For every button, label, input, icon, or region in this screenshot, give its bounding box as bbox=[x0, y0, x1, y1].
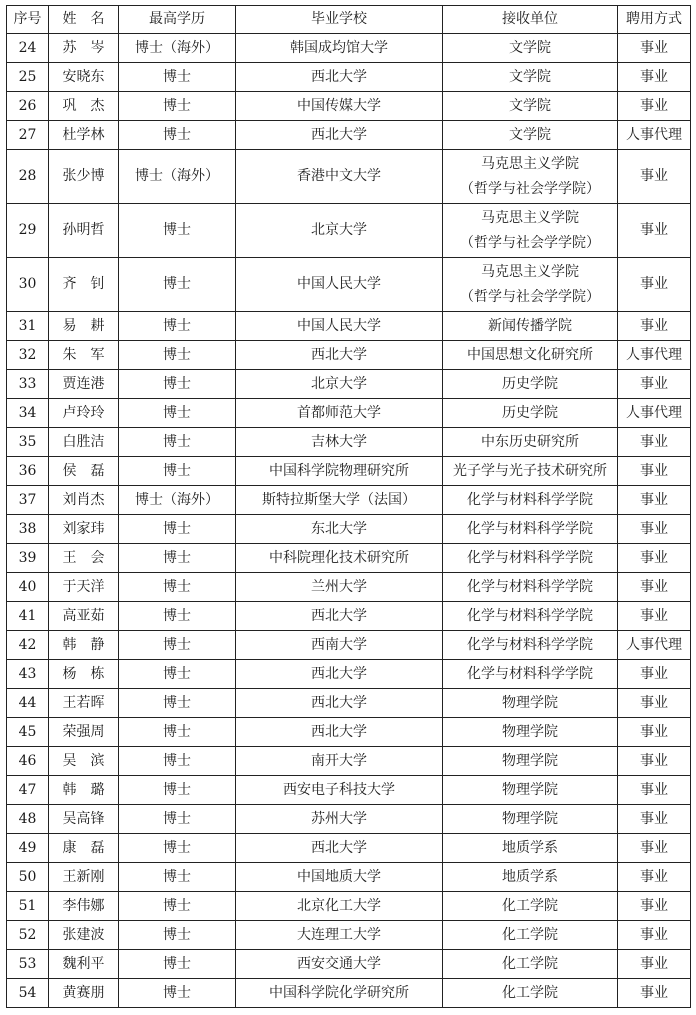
employment-cell: 事业 bbox=[618, 747, 691, 776]
table-row bbox=[7, 457, 691, 486]
employment-cell: 事业 bbox=[618, 892, 691, 921]
unit-cell bbox=[443, 428, 618, 457]
name-cell: 黄赛朋 bbox=[49, 979, 119, 1008]
table-row bbox=[7, 718, 691, 747]
school-cell: 西南大学 bbox=[236, 631, 443, 660]
header-unit: 接收单位 bbox=[443, 6, 618, 34]
unit-cell bbox=[443, 312, 618, 341]
school-cell: 西北大学 bbox=[236, 689, 443, 718]
serial-cell: 38 bbox=[7, 515, 49, 544]
school-cell: 西北大学 bbox=[236, 121, 443, 150]
employment-cell: 人事代理 bbox=[618, 121, 691, 150]
school-cell: 中科院理化技术研究所 bbox=[236, 544, 443, 573]
school-cell: 斯特拉斯堡大学（法国） bbox=[236, 486, 443, 515]
table-row bbox=[7, 34, 691, 63]
table-row bbox=[7, 544, 691, 573]
header-employment: 聘用方式 bbox=[618, 6, 691, 34]
unit-cell bbox=[443, 341, 618, 370]
degree-cell: 博士 bbox=[119, 92, 236, 121]
name-cell: 魏利平 bbox=[49, 950, 119, 979]
name-cell: 张建波 bbox=[49, 921, 119, 950]
unit-line: 化学与材料科学学院 bbox=[467, 665, 593, 682]
table-row bbox=[7, 63, 691, 92]
unit-cell bbox=[443, 92, 618, 121]
unit-line: 化工学院 bbox=[502, 926, 558, 943]
unit-line: 历史学院 bbox=[502, 404, 558, 421]
serial-cell: 29 bbox=[7, 204, 49, 258]
employment-cell: 事业 bbox=[618, 863, 691, 892]
unit-line: 化工学院 bbox=[502, 984, 558, 1001]
table-row bbox=[7, 602, 691, 631]
name-cell: 白胜洁 bbox=[49, 428, 119, 457]
table-row bbox=[7, 312, 691, 341]
unit-line: 马克思主义学院 bbox=[481, 263, 579, 280]
degree-cell: 博士 bbox=[119, 921, 236, 950]
degree-cell: 博士 bbox=[119, 457, 236, 486]
unit-cell bbox=[443, 747, 618, 776]
serial-cell: 24 bbox=[7, 34, 49, 63]
unit-line: 光子学与光子技术研究所 bbox=[453, 462, 607, 479]
employment-cell: 事业 bbox=[618, 834, 691, 863]
school-cell: 西北大学 bbox=[236, 602, 443, 631]
table-body bbox=[7, 34, 691, 1008]
serial-cell: 30 bbox=[7, 258, 49, 312]
unit-line: 化工学院 bbox=[502, 955, 558, 972]
unit-line: （哲学与社会学学院） bbox=[460, 234, 600, 251]
employment-cell: 人事代理 bbox=[618, 631, 691, 660]
unit-cell bbox=[443, 979, 618, 1008]
degree-cell: 博士 bbox=[119, 341, 236, 370]
school-cell: 西安交通大学 bbox=[236, 950, 443, 979]
unit-cell bbox=[443, 204, 618, 258]
unit-cell bbox=[443, 544, 618, 573]
school-cell: 东北大学 bbox=[236, 515, 443, 544]
unit-cell bbox=[443, 660, 618, 689]
unit-line: 文学院 bbox=[509, 39, 551, 56]
unit-line: 文学院 bbox=[509, 126, 551, 143]
name-cell: 安晓东 bbox=[49, 63, 119, 92]
serial-cell: 51 bbox=[7, 892, 49, 921]
unit-line: 新闻传播学院 bbox=[488, 317, 572, 334]
name-cell: 侯 磊 bbox=[49, 457, 119, 486]
employment-cell: 事业 bbox=[618, 660, 691, 689]
employment-cell: 事业 bbox=[618, 457, 691, 486]
employment-cell: 事业 bbox=[618, 486, 691, 515]
unit-line: 历史学院 bbox=[502, 375, 558, 392]
degree-cell: 博士 bbox=[119, 573, 236, 602]
degree-cell: 博士 bbox=[119, 631, 236, 660]
degree-cell: 博士 bbox=[119, 747, 236, 776]
degree-cell: 博士 bbox=[119, 834, 236, 863]
degree-cell: 博士 bbox=[119, 805, 236, 834]
unit-line: 化工学院 bbox=[502, 897, 558, 914]
unit-cell bbox=[443, 834, 618, 863]
unit-cell bbox=[443, 602, 618, 631]
serial-cell: 48 bbox=[7, 805, 49, 834]
unit-line: 文学院 bbox=[509, 68, 551, 85]
name-cell: 韩 静 bbox=[49, 631, 119, 660]
serial-cell: 35 bbox=[7, 428, 49, 457]
unit-line: 化学与材料科学学院 bbox=[467, 520, 593, 537]
table-row bbox=[7, 805, 691, 834]
serial-cell: 28 bbox=[7, 150, 49, 204]
unit-cell bbox=[443, 150, 618, 204]
employment-cell: 事业 bbox=[618, 776, 691, 805]
employment-cell: 事业 bbox=[618, 34, 691, 63]
table-row bbox=[7, 341, 691, 370]
unit-cell bbox=[443, 921, 618, 950]
name-cell: 荣强周 bbox=[49, 718, 119, 747]
school-cell: 南开大学 bbox=[236, 747, 443, 776]
unit-cell bbox=[443, 950, 618, 979]
unit-line: 地质学系 bbox=[502, 868, 558, 885]
school-cell: 苏州大学 bbox=[236, 805, 443, 834]
school-cell: 西北大学 bbox=[236, 63, 443, 92]
name-cell: 杜学林 bbox=[49, 121, 119, 150]
table-row bbox=[7, 92, 691, 121]
school-cell: 西安电子科技大学 bbox=[236, 776, 443, 805]
table-row bbox=[7, 573, 691, 602]
table-row bbox=[7, 834, 691, 863]
name-cell: 吴高锋 bbox=[49, 805, 119, 834]
degree-cell: 博士 bbox=[119, 718, 236, 747]
unit-line: 物理学院 bbox=[502, 723, 558, 740]
serial-cell: 54 bbox=[7, 979, 49, 1008]
school-cell: 中国地质大学 bbox=[236, 863, 443, 892]
degree-cell: 博士 bbox=[119, 258, 236, 312]
unit-cell bbox=[443, 34, 618, 63]
unit-cell bbox=[443, 486, 618, 515]
employment-cell: 事业 bbox=[618, 204, 691, 258]
name-cell: 韩 璐 bbox=[49, 776, 119, 805]
name-cell: 王 会 bbox=[49, 544, 119, 573]
serial-cell: 53 bbox=[7, 950, 49, 979]
unit-cell bbox=[443, 63, 618, 92]
table-row bbox=[7, 370, 691, 399]
unit-line: 物理学院 bbox=[502, 694, 558, 711]
name-cell: 卢玲玲 bbox=[49, 399, 119, 428]
employment-cell: 人事代理 bbox=[618, 341, 691, 370]
degree-cell: 博士 bbox=[119, 863, 236, 892]
school-cell: 中国传媒大学 bbox=[236, 92, 443, 121]
degree-cell: 博士 bbox=[119, 602, 236, 631]
school-cell: 西北大学 bbox=[236, 341, 443, 370]
degree-cell: 博士 bbox=[119, 776, 236, 805]
unit-line: 物理学院 bbox=[502, 752, 558, 769]
table-row bbox=[7, 150, 691, 204]
table-row bbox=[7, 979, 691, 1008]
name-cell: 李伟娜 bbox=[49, 892, 119, 921]
unit-line: 物理学院 bbox=[502, 781, 558, 798]
employment-cell: 事业 bbox=[618, 150, 691, 204]
degree-cell: 博士 bbox=[119, 312, 236, 341]
employment-cell: 事业 bbox=[618, 979, 691, 1008]
unit-line: 文学院 bbox=[509, 97, 551, 114]
school-cell: 大连理工大学 bbox=[236, 921, 443, 950]
unit-line: 地质学系 bbox=[502, 839, 558, 856]
employment-cell: 事业 bbox=[618, 544, 691, 573]
unit-cell bbox=[443, 258, 618, 312]
serial-cell: 25 bbox=[7, 63, 49, 92]
header-row bbox=[7, 6, 691, 34]
school-cell: 首都师范大学 bbox=[236, 399, 443, 428]
recruitment-table bbox=[6, 5, 691, 1008]
serial-cell: 41 bbox=[7, 602, 49, 631]
employment-cell: 事业 bbox=[618, 689, 691, 718]
employment-cell: 事业 bbox=[618, 515, 691, 544]
unit-cell bbox=[443, 399, 618, 428]
table-row bbox=[7, 631, 691, 660]
employment-cell: 事业 bbox=[618, 602, 691, 631]
degree-cell: 博士 bbox=[119, 892, 236, 921]
unit-cell bbox=[443, 892, 618, 921]
unit-cell bbox=[443, 515, 618, 544]
unit-line: 化学与材料科学学院 bbox=[467, 578, 593, 595]
serial-cell: 52 bbox=[7, 921, 49, 950]
header-serial: 序号 bbox=[7, 6, 49, 34]
name-cell: 巩 杰 bbox=[49, 92, 119, 121]
school-cell: 韩国成均馆大学 bbox=[236, 34, 443, 63]
unit-cell bbox=[443, 805, 618, 834]
degree-cell: 博士（海外） bbox=[119, 486, 236, 515]
degree-cell: 博士 bbox=[119, 660, 236, 689]
table-row bbox=[7, 950, 691, 979]
employment-cell: 事业 bbox=[618, 921, 691, 950]
unit-line: （哲学与社会学学院） bbox=[460, 288, 600, 305]
unit-line: 马克思主义学院 bbox=[481, 155, 579, 172]
unit-cell bbox=[443, 631, 618, 660]
unit-line: （哲学与社会学学院） bbox=[460, 180, 600, 197]
employment-cell: 事业 bbox=[618, 63, 691, 92]
serial-cell: 31 bbox=[7, 312, 49, 341]
unit-cell bbox=[443, 776, 618, 805]
school-cell: 香港中文大学 bbox=[236, 150, 443, 204]
degree-cell: 博士 bbox=[119, 204, 236, 258]
serial-cell: 46 bbox=[7, 747, 49, 776]
degree-cell: 博士 bbox=[119, 950, 236, 979]
serial-cell: 36 bbox=[7, 457, 49, 486]
name-cell: 吴 滨 bbox=[49, 747, 119, 776]
name-cell: 杨 栋 bbox=[49, 660, 119, 689]
degree-cell: 博士 bbox=[119, 428, 236, 457]
employment-cell: 事业 bbox=[618, 950, 691, 979]
unit-cell bbox=[443, 863, 618, 892]
name-cell: 刘肖杰 bbox=[49, 486, 119, 515]
unit-line: 化学与材料科学学院 bbox=[467, 491, 593, 508]
school-cell: 吉林大学 bbox=[236, 428, 443, 457]
degree-cell: 博士 bbox=[119, 979, 236, 1008]
school-cell: 北京大学 bbox=[236, 370, 443, 399]
table-row bbox=[7, 747, 691, 776]
degree-cell: 博士（海外） bbox=[119, 150, 236, 204]
degree-cell: 博士 bbox=[119, 515, 236, 544]
name-cell: 齐 钊 bbox=[49, 258, 119, 312]
serial-cell: 26 bbox=[7, 92, 49, 121]
serial-cell: 39 bbox=[7, 544, 49, 573]
degree-cell: 博士（海外） bbox=[119, 34, 236, 63]
table-row bbox=[7, 486, 691, 515]
school-cell: 兰州大学 bbox=[236, 573, 443, 602]
header-school: 毕业学校 bbox=[236, 6, 443, 34]
serial-cell: 40 bbox=[7, 573, 49, 602]
degree-cell: 博士 bbox=[119, 63, 236, 92]
unit-line: 中东历史研究所 bbox=[481, 433, 579, 450]
name-cell: 苏 岑 bbox=[49, 34, 119, 63]
unit-line: 中国思想文化研究所 bbox=[467, 346, 593, 363]
table-row bbox=[7, 689, 691, 718]
unit-line: 马克思主义学院 bbox=[481, 209, 579, 226]
name-cell: 于天洋 bbox=[49, 573, 119, 602]
name-cell: 刘家玮 bbox=[49, 515, 119, 544]
serial-cell: 34 bbox=[7, 399, 49, 428]
serial-cell: 47 bbox=[7, 776, 49, 805]
name-cell: 朱 军 bbox=[49, 341, 119, 370]
serial-cell: 32 bbox=[7, 341, 49, 370]
serial-cell: 27 bbox=[7, 121, 49, 150]
serial-cell: 42 bbox=[7, 631, 49, 660]
school-cell: 中国人民大学 bbox=[236, 312, 443, 341]
employment-cell: 事业 bbox=[618, 258, 691, 312]
unit-cell bbox=[443, 370, 618, 399]
unit-cell bbox=[443, 121, 618, 150]
school-cell: 西北大学 bbox=[236, 834, 443, 863]
degree-cell: 博士 bbox=[119, 689, 236, 718]
name-cell: 易 耕 bbox=[49, 312, 119, 341]
unit-cell bbox=[443, 573, 618, 602]
serial-cell: 33 bbox=[7, 370, 49, 399]
table-row bbox=[7, 660, 691, 689]
school-cell: 北京大学 bbox=[236, 204, 443, 258]
name-cell: 高亚茹 bbox=[49, 602, 119, 631]
unit-cell bbox=[443, 689, 618, 718]
employment-cell: 事业 bbox=[618, 312, 691, 341]
table-row bbox=[7, 776, 691, 805]
employment-cell: 事业 bbox=[618, 573, 691, 602]
name-cell: 王新刚 bbox=[49, 863, 119, 892]
header-name: 姓 名 bbox=[49, 6, 119, 34]
degree-cell: 博士 bbox=[119, 544, 236, 573]
serial-cell: 44 bbox=[7, 689, 49, 718]
school-cell: 西北大学 bbox=[236, 660, 443, 689]
school-cell: 中国人民大学 bbox=[236, 258, 443, 312]
table-row bbox=[7, 892, 691, 921]
degree-cell: 博士 bbox=[119, 121, 236, 150]
school-cell: 中国科学院物理研究所 bbox=[236, 457, 443, 486]
table-row bbox=[7, 863, 691, 892]
serial-cell: 37 bbox=[7, 486, 49, 515]
header-degree: 最高学历 bbox=[119, 6, 236, 34]
serial-cell: 45 bbox=[7, 718, 49, 747]
table-row bbox=[7, 921, 691, 950]
degree-cell: 博士 bbox=[119, 399, 236, 428]
table-row bbox=[7, 515, 691, 544]
degree-cell: 博士 bbox=[119, 370, 236, 399]
employment-cell: 事业 bbox=[618, 92, 691, 121]
school-cell: 西北大学 bbox=[236, 718, 443, 747]
serial-cell: 49 bbox=[7, 834, 49, 863]
name-cell: 贾连港 bbox=[49, 370, 119, 399]
name-cell: 孙明哲 bbox=[49, 204, 119, 258]
unit-line: 物理学院 bbox=[502, 810, 558, 827]
employment-cell: 事业 bbox=[618, 370, 691, 399]
school-cell: 北京化工大学 bbox=[236, 892, 443, 921]
table-row bbox=[7, 399, 691, 428]
unit-line: 化学与材料科学学院 bbox=[467, 636, 593, 653]
serial-cell: 50 bbox=[7, 863, 49, 892]
unit-line: 化学与材料科学学院 bbox=[467, 549, 593, 566]
unit-line: 化学与材料科学学院 bbox=[467, 607, 593, 624]
serial-cell: 43 bbox=[7, 660, 49, 689]
employment-cell: 事业 bbox=[618, 428, 691, 457]
name-cell: 康 磊 bbox=[49, 834, 119, 863]
table-row bbox=[7, 258, 691, 312]
table-row bbox=[7, 121, 691, 150]
name-cell: 张少博 bbox=[49, 150, 119, 204]
name-cell: 王若晖 bbox=[49, 689, 119, 718]
school-cell: 中国科学院化学研究所 bbox=[236, 979, 443, 1008]
unit-cell bbox=[443, 457, 618, 486]
table-row bbox=[7, 428, 691, 457]
employment-cell: 人事代理 bbox=[618, 399, 691, 428]
employment-cell: 事业 bbox=[618, 805, 691, 834]
table-row bbox=[7, 204, 691, 258]
employment-cell: 事业 bbox=[618, 718, 691, 747]
unit-cell bbox=[443, 718, 618, 747]
